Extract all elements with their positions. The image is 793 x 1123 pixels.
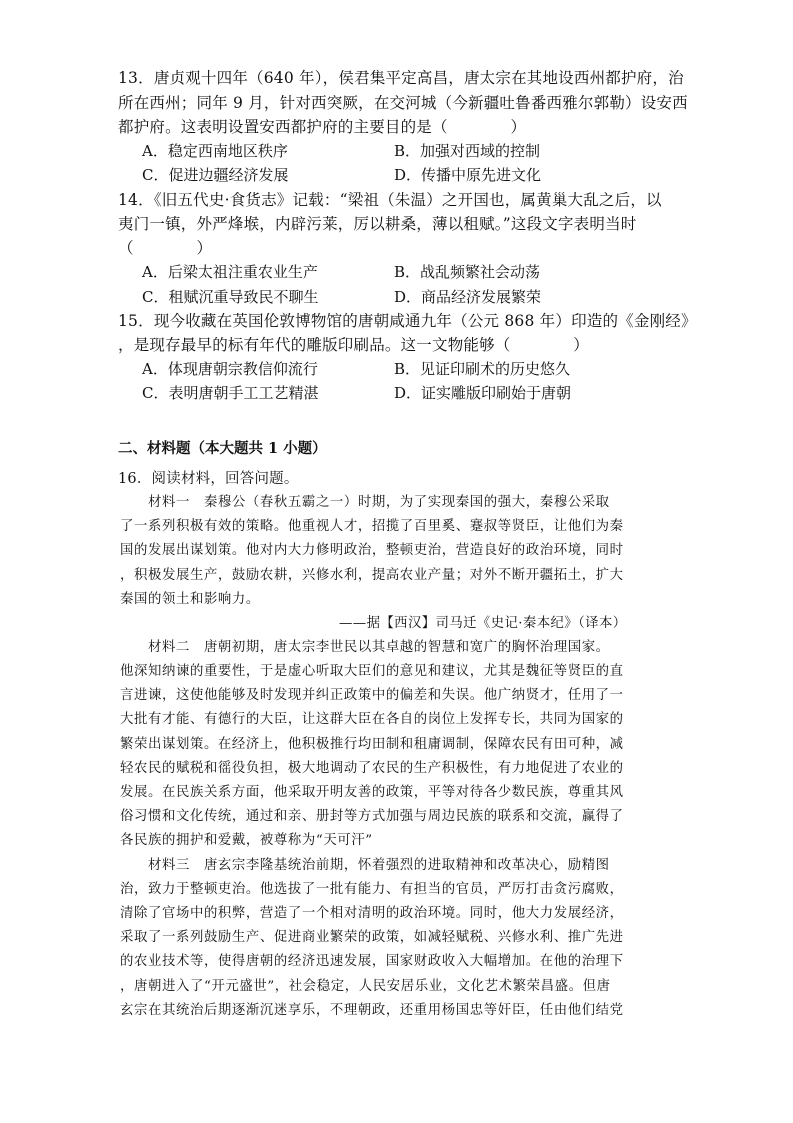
question-15-line-1: 15．现今收藏在英国伦敦博物馆的唐朝咸通九年（公元 868 年）印造的《金刚经》	[118, 312, 697, 330]
question-15-option-c[interactable]: C．表明唐朝手工工艺精湛	[142, 384, 319, 402]
material-2-line-7: 发展。在民族关系方面，他采取开明友善的政策，平等对待各少数民族，尊重其风	[120, 785, 624, 800]
question-13-option-d[interactable]: D．传播中原先进文化	[394, 166, 542, 184]
question-13-line-2: 所在西州；同年 9 月，针对西突厥，在交河城（今新疆吐鲁番西雅尔郭勒）设安西	[118, 94, 688, 112]
material-2-line-6: 轻农民的赋税和徭役负担，极大地调动了农民的生产积极性，有力地促进了农业的	[120, 761, 624, 776]
question-14-option-d[interactable]: D．商品经济发展繁荣	[394, 288, 542, 306]
material-1-source: ——据【西汉】司马迁《史记·秦本纪》（译本）	[339, 616, 627, 631]
question-15-option-d[interactable]: D．证实雕版印刷始于唐朝	[394, 384, 572, 402]
material-3-line-1: 材料三 唐玄宗李隆基统治前期，怀着强烈的进取精神和改革决心，励精图	[120, 858, 610, 873]
material-3-line-5: 的农业技术等，使得唐朝的经济迅速发展，国家财政收入大幅增加。在他的治理下	[120, 954, 624, 969]
material-2-line-8: 俗习惯和文化传统，通过和亲、册封等方式加强与周边民族的联系和交流，赢得了	[120, 809, 624, 824]
material-3-line-7: 玄宗在其统治后期逐渐沉迷享乐，不理朝政，还重用杨国忠等奸臣，任由他们结党	[120, 1003, 624, 1018]
material-2-line-2: 他深知纳谏的重要性，于是虚心听取大臣们的意见和建议，尤其是魏征等贤臣的直	[120, 664, 624, 679]
question-14-option-a[interactable]: A．后梁太祖注重农业生产	[142, 263, 318, 281]
question-14-option-b[interactable]: B．战乱频繁社会动荡	[394, 263, 541, 281]
material-3-line-3: 清除了官场中的积弊，营造了一个相对清明的政治环境。同时，他大力发展经济，	[120, 906, 624, 921]
question-14-line-2: 夷门一镇，外严烽堠，内辟污莱，厉以耕桑，薄以租赋。”这段文字表明当时	[118, 215, 637, 233]
material-1-line-3: 国的发展出谋划策。他对内大力修明政治，整顿吏治，营造良好的政治环境，同时	[120, 543, 624, 558]
question-14-option-c[interactable]: C．租赋沉重导致民不聊生	[142, 288, 319, 306]
question-13-line-3: 都护府。这表明设置安西都护府的主要目的是（ ）	[118, 118, 527, 136]
section-title: 二、材料题（本大题共 1 小题）	[118, 440, 327, 457]
material-3-line-2: 治，致力于整顿吏治。他选拔了一批有能力、有担当的官员，严厉打击贪污腐败，	[120, 882, 624, 897]
material-1-line-5: 秦国的领土和影响力。	[120, 592, 260, 607]
question-15-option-b[interactable]: B．见证印刷术的历史悠久	[394, 360, 571, 378]
question-13-option-c[interactable]: C．促进边疆经济发展	[142, 166, 289, 184]
material-1-line-4: ，积极发展生产，鼓励农耕，兴修水利，提高农业产量；对外不断开疆拓土，扩大	[120, 568, 624, 583]
material-1-line-1: 材料一 秦穆公（春秋五霸之一）时期，为了实现秦国的强大，秦穆公采取	[120, 495, 610, 510]
question-15-option-a[interactable]: A．体现唐朝宗教信仰流行	[142, 360, 318, 378]
material-2-line-4: 大批有才能、有德行的大臣，让这群大臣在各自的岗位上发挥专长，共同为国家的	[120, 712, 624, 727]
material-2-line-5: 繁荣出谋划策。在经济上，他积极推行均田制和租庸调制，保障农民有田可种，减	[120, 737, 624, 752]
question-14-line-1: 14．《旧五代史·食货志》记载：“梁祖（朱温）之开国也，属黄巢大乱之后，以	[118, 191, 662, 209]
question-16-stem: 16．阅读材料，回答问题。	[118, 471, 299, 487]
question-13-option-a[interactable]: A．稳定西南地区秩序	[142, 142, 288, 160]
material-3-line-4: 采取了一系列鼓励生产、促进商业繁荣的政策，如减轻赋税、兴修水利、推广先进	[120, 930, 624, 945]
material-2-line-9: 各民族的拥护和爱戴，被尊称为“天可汗”	[120, 833, 373, 848]
material-2-line-1: 材料二 唐朝初期，唐太宗李世民以其卓越的智慧和宽广的胸怀治理国家。	[120, 640, 610, 655]
question-15-line-2: ，是现存最早的标有年代的雕版印刷品。这一文物能够（ ）	[118, 336, 590, 354]
material-3-line-6: ，唐朝进入了“开元盛世”，社会稳定，人民安居乐业，文化艺术繁荣昌盛。但唐	[120, 979, 611, 994]
material-2-line-3: 言进谏，这使他能够及时发现并纠正政策中的偏差和失误。他广纳贤才，任用了一	[120, 688, 624, 703]
question-13-line-1: 13．唐贞观十四年（640 年），侯君集平定高昌，唐太宗在其地设西州都护府，治	[118, 69, 684, 87]
material-1-line-2: 了一系列积极有效的策略。他重视人才，招揽了百里奚、蹇叔等贤臣，让他们为秦	[120, 519, 624, 534]
question-13-option-b[interactable]: B．加强对西域的控制	[394, 142, 541, 160]
question-14-line-3: （ ）	[118, 239, 213, 257]
